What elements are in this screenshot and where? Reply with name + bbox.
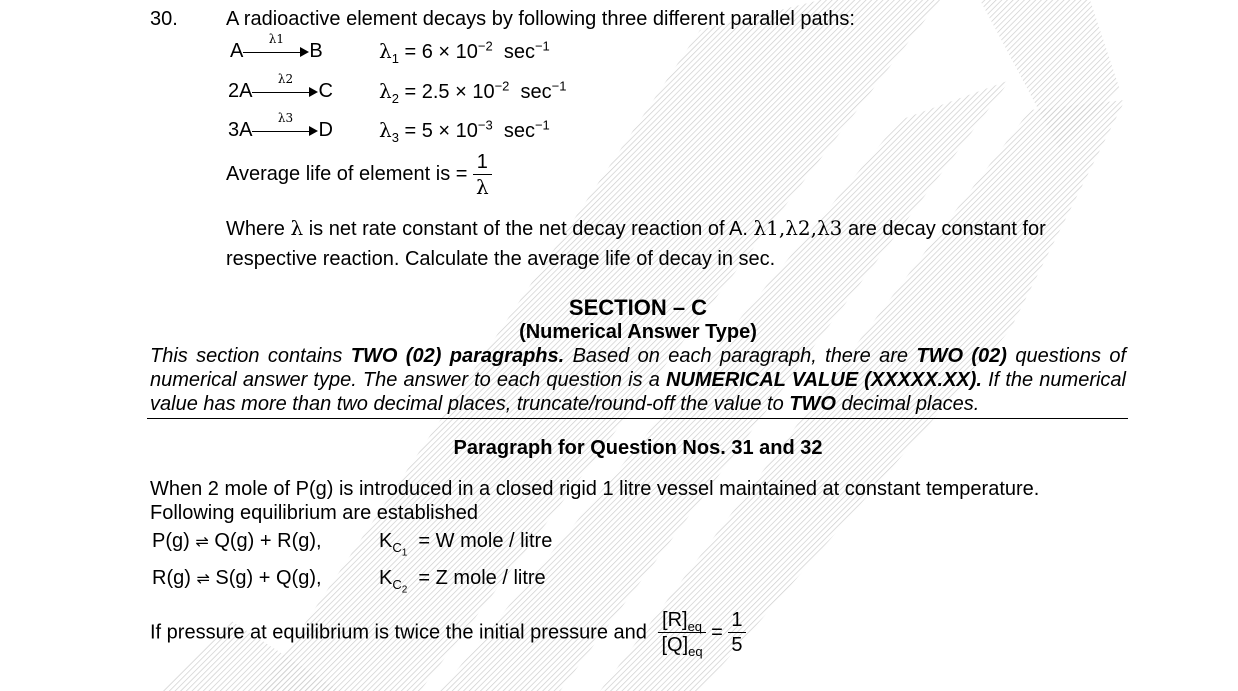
where-line-2: respective reaction. Calculate the average life of decay in sec. — [226, 248, 776, 270]
condition-line: If pressure at equilibrium is twice the initial pressure and $\frac{[R]_{eq}}{[Q]_{eq}}$ = $\frac{1}{5}$ — [150, 610, 746, 655]
concentration-ratio: $\frac{[R]_{eq}}{[Q]_{eq}}$ — [658, 610, 705, 655]
paragraph-line-1: When 2 mole of P(g) is introduced in a closed rigid 1 litre vessel maintained at constant temperature. — [150, 478, 1040, 500]
paragraph-line-2: Following equilibrium are established — [150, 502, 478, 524]
question-stem: A radioactive element decays by following three different parallel paths: — [226, 8, 855, 30]
equilibrium-constant-2: $K_{C_2} = Z$ mole / litre — [379, 567, 546, 596]
equilibrium-constant-1: $K_{C_1} = W$ mole / litre — [379, 530, 553, 559]
equilibrium-2: R(g) ⇌ S(g) + Q(g), — [152, 567, 322, 589]
equilibrium-1: P(g) ⇌ Q(g) + R(g), — [152, 530, 322, 552]
rate-constant-3: $\lambda_3 = 5 \times 10^{-3}$ $\sec^{-1}$ — [379, 117, 550, 145]
equilibrium-arrow-icon: ⇌ — [195, 532, 209, 551]
rate-constant-1: $\lambda_1 = 6 \times 10^{-2}$ $\sec^{-1}$ — [379, 38, 550, 66]
section-title: SECTION – C — [568, 295, 708, 320]
equilibrium-arrow-icon: ⇌ — [196, 569, 210, 588]
where-line-1: Where λ is net rate constant of the net decay reaction of A. λ1,λ2,λ3 are decay constant for — [226, 216, 1046, 240]
reactant: A — [230, 40, 244, 62]
product: B — [309, 40, 323, 62]
decay-path-1 — [230, 31, 323, 63]
divider — [147, 418, 1128, 419]
decay-path-3: 3A λ3 D — [228, 110, 333, 141]
reaction-arrow-icon: λ1 — [243, 42, 309, 62]
fraction: $\frac{1}{\lambda}$ — [473, 152, 492, 197]
reaction-arrow-icon: λ3 — [252, 121, 318, 141]
average-life-formula: Average life of element is = $\frac{1}{\lambda}$ — [226, 152, 492, 197]
section-subtitle: (Numerical Answer Type) — [519, 321, 757, 343]
paragraph-heading: Paragraph for Question Nos. 31 and 32 — [453, 437, 823, 459]
rate-constant-2: $\lambda_2 = 2.5 \times 10^{-2}$ $\sec^{-1}$ — [379, 78, 567, 106]
section-instructions: This section contains TWO (02) paragraphs. Based on each paragraph, there are TWO (02) questions of numerical answer type. The answer to each question is a NUMERICAL VALUE (XXXXX.XX). If the numerical value has more than two decimal places, truncate/round-off the value to TWO decimal places. — [150, 345, 1127, 415]
ratio-value: $\frac{1}{5}$ — [728, 610, 745, 655]
decay-path-2: 2A λ2 C — [228, 71, 333, 102]
reaction-arrow-icon: λ2 — [252, 82, 318, 102]
question-number: 30. — [150, 8, 178, 30]
